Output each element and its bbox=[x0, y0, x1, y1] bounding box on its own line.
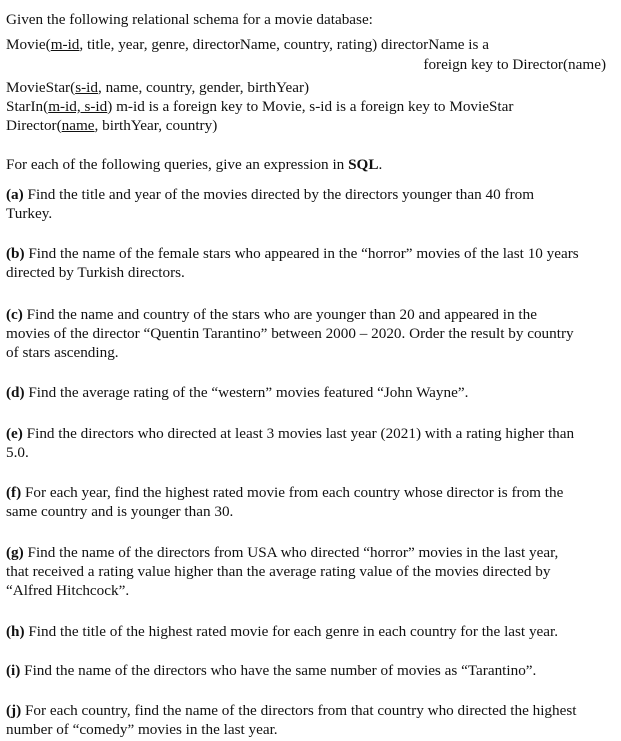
query-c-text-2: movies of the director “Quentin Tarantino” between 2000 – 2020. Order the result by country bbox=[6, 325, 574, 342]
schema-director-name: Director( bbox=[6, 117, 62, 134]
schema-movie-rest: , title, year, genre, directorName, country, rating) directorName is a bbox=[79, 36, 489, 53]
query-c-text-1: Find the name and country of the stars who are younger than 20 and appeared in the bbox=[22, 306, 537, 323]
query-c-line-2 bbox=[6, 324, 574, 344]
query-e-text-2: 5.0. bbox=[6, 444, 29, 461]
query-c-text-3: of stars ascending. bbox=[6, 344, 119, 361]
schema-movie-fk-text: foreign key to Director(name) bbox=[423, 56, 606, 73]
query-f-line-1 bbox=[6, 483, 563, 503]
query-g-text-3: “Alfred Hitchcock”. bbox=[6, 582, 130, 599]
query-d-label: (d) bbox=[6, 384, 25, 401]
query-e-line-1 bbox=[6, 424, 574, 444]
schema-starin-name: StarIn( bbox=[6, 98, 49, 115]
query-c-line-1 bbox=[6, 305, 537, 325]
query-a-text-2: Turkey. bbox=[6, 205, 53, 222]
intro-text: Given the following relational schema for a movie database: bbox=[6, 11, 373, 28]
query-g-text-2: that received a rating value higher than the average rating value of the movies directed by bbox=[6, 563, 551, 580]
query-f-text-1: For each year, find the highest rated movie from each country whose director is from the bbox=[21, 484, 564, 501]
query-f-line-2 bbox=[6, 502, 233, 522]
schema-starin-rest: ) m-id is a foreign key to Movie, s-id is a foreign key to MovieStar bbox=[107, 98, 514, 115]
query-b-label: (b) bbox=[6, 245, 25, 262]
query-j-label: (j) bbox=[6, 702, 22, 719]
query-c-label: (c) bbox=[6, 306, 23, 323]
query-i-label: (i) bbox=[6, 662, 21, 679]
schema-moviestar bbox=[6, 78, 309, 98]
query-a-label: (a) bbox=[6, 186, 24, 203]
query-h-text-1: Find the title of the highest rated movie for each genre in each country for the last year. bbox=[24, 623, 559, 640]
query-i-text-1: Find the name of the directors who have the same number of movies as “Tarantino”. bbox=[20, 662, 537, 679]
schema-moviestar-name: MovieStar( bbox=[6, 79, 76, 96]
query-e-label: (e) bbox=[6, 425, 23, 442]
query-g-label: (g) bbox=[6, 544, 24, 561]
intro-line bbox=[6, 10, 373, 30]
query-g-text-1: Find the name of the directors from USA who directed “horror” movies in the last year, bbox=[23, 544, 559, 561]
instruction-sql: SQL bbox=[348, 156, 379, 173]
query-j-line-1 bbox=[6, 701, 576, 721]
schema-director bbox=[6, 116, 217, 136]
query-c-line-3 bbox=[6, 343, 119, 363]
schema-movie-key: m-id bbox=[50, 36, 80, 53]
instruction-suffix: . bbox=[378, 156, 383, 173]
schema-movie bbox=[6, 35, 489, 55]
query-i-line-1 bbox=[6, 661, 536, 681]
instruction-line bbox=[6, 155, 382, 175]
query-f-label: (f) bbox=[6, 484, 22, 501]
query-e-text-1: Find the directors who directed at least 3 movies last year (2021) with a rating higher than bbox=[22, 425, 575, 442]
query-g-line-1 bbox=[6, 543, 558, 563]
query-a-line-1 bbox=[6, 185, 534, 205]
schema-movie-fk bbox=[423, 55, 606, 75]
schema-moviestar-rest: , name, country, gender, birthYear) bbox=[97, 79, 310, 96]
query-a-text-1: Find the title and year of the movies directed by the directors younger than 40 from bbox=[23, 186, 535, 203]
query-b-text-2: directed by Turkish directors. bbox=[6, 264, 185, 281]
schema-starin bbox=[6, 97, 513, 117]
instruction-prefix: For each of the following queries, give an expression in bbox=[6, 156, 349, 173]
query-j-line-2 bbox=[6, 720, 278, 740]
query-d-text-1: Find the average rating of the “western” movies featured “John Wayne”. bbox=[24, 384, 469, 401]
query-e-line-2 bbox=[6, 443, 29, 463]
query-f-text-2: same country and is younger than 30. bbox=[6, 503, 234, 520]
schema-starin-key: m-id, s-id bbox=[48, 98, 108, 115]
schema-director-key: name bbox=[61, 117, 95, 134]
schema-movie-name: Movie( bbox=[6, 36, 51, 53]
query-b-line-2 bbox=[6, 263, 185, 283]
query-h-line-1 bbox=[6, 622, 558, 642]
query-g-line-2 bbox=[6, 562, 550, 582]
query-g-line-3 bbox=[6, 581, 129, 601]
query-a-line-2 bbox=[6, 204, 52, 224]
schema-director-rest: , birthYear, country) bbox=[94, 117, 218, 134]
query-b-line-1 bbox=[6, 244, 579, 264]
query-j-text-1: For each country, find the name of the directors from that country who directed the highest bbox=[21, 702, 577, 719]
query-b-text-1: Find the name of the female stars who appeared in the “horror” movies of the last 10 years bbox=[24, 245, 579, 262]
query-j-text-2: number of “comedy” movies in the last year. bbox=[6, 721, 278, 738]
query-h-label: (h) bbox=[6, 623, 25, 640]
query-d-line-1 bbox=[6, 383, 468, 403]
schema-moviestar-key: s-id bbox=[75, 79, 98, 96]
